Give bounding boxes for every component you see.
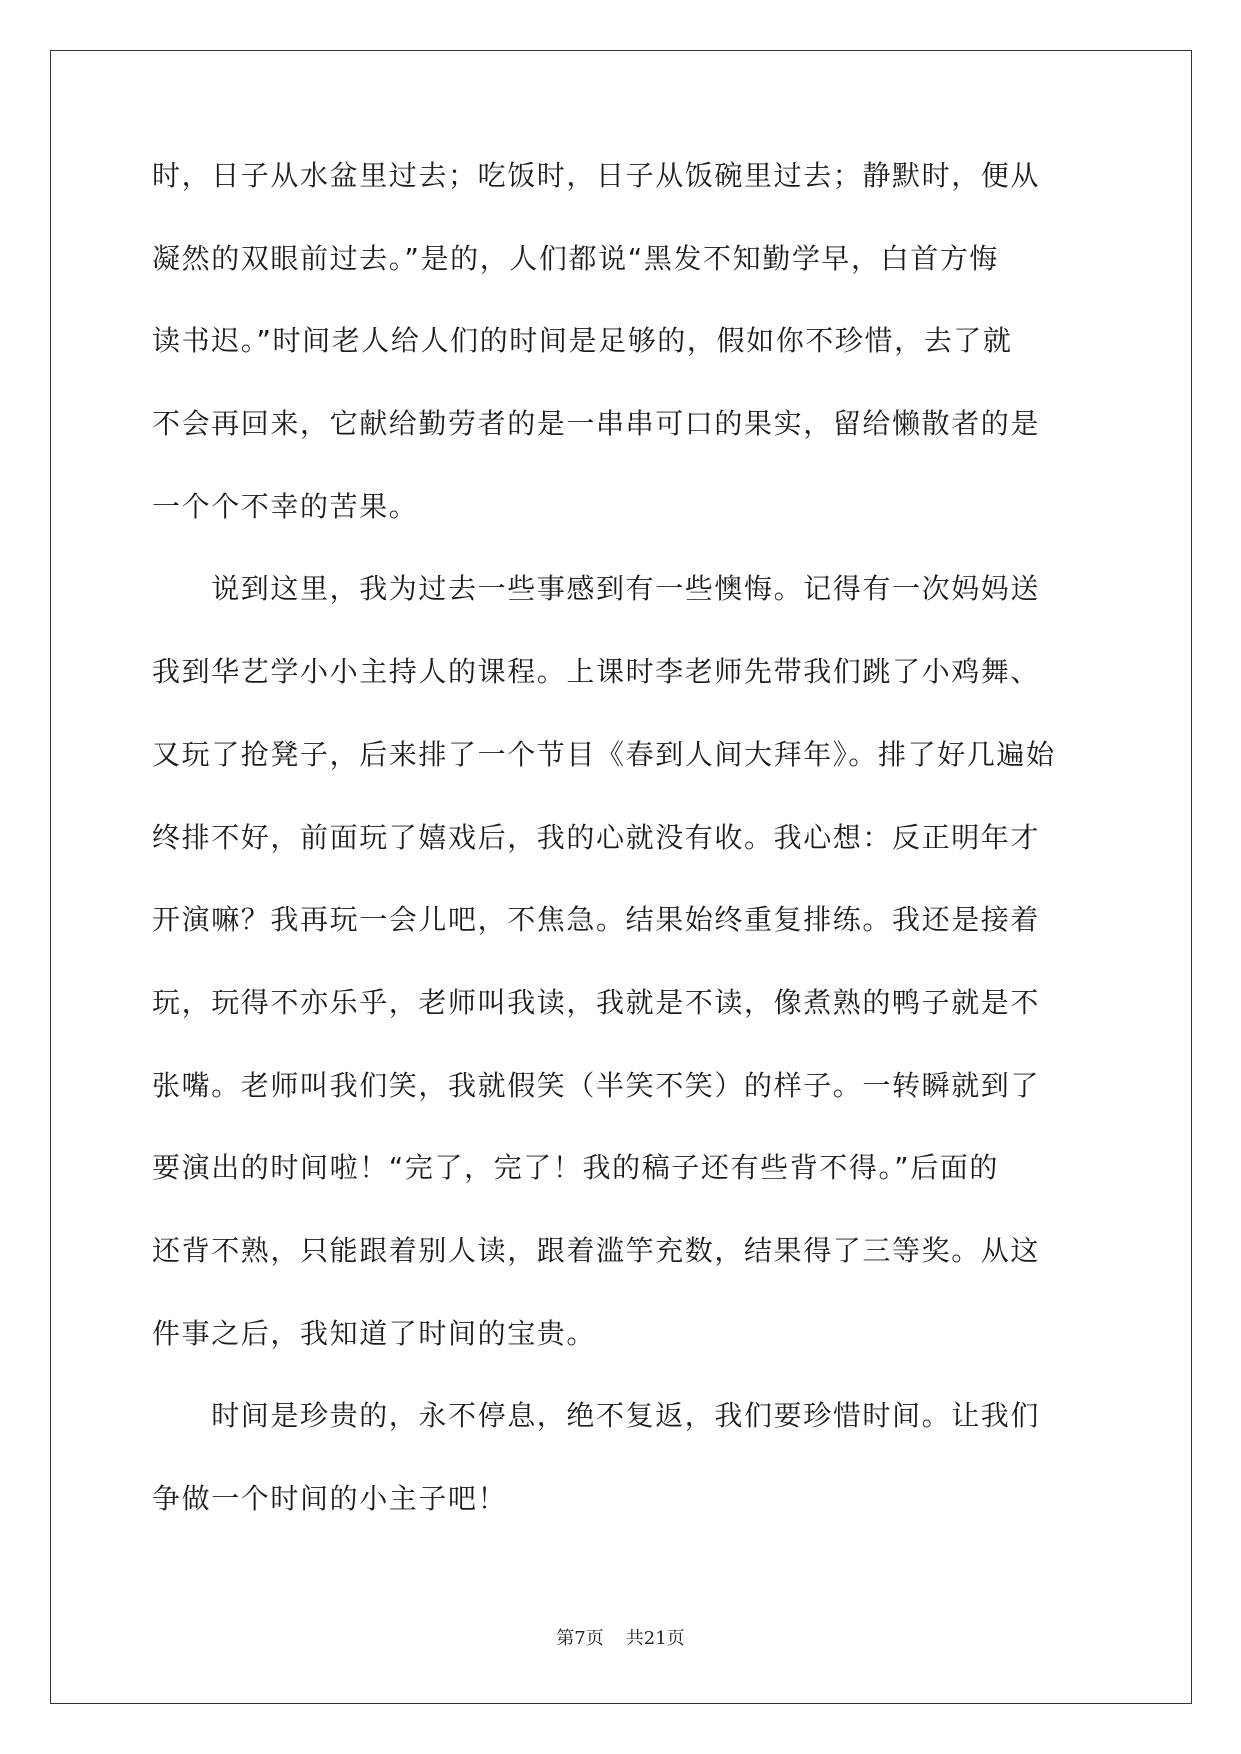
page-footer (0, 1624, 1241, 1650)
text-line: 读书迟。”时间老人给人们的时间是足够的，假如你不珍惜，去了就 (152, 324, 1013, 358)
text-line: 不会再回来，它献给勤劳者的是一串串可口的果实，留给懒散者的是 (152, 407, 1041, 441)
text-line: 件事之后，我知道了时间的宝贵。 (152, 1316, 597, 1350)
text-line: 终排不好，前面玩了嬉戏后，我的心就没有收。我心想：反正明年才 (152, 820, 1041, 854)
text-line: 又玩了抢凳子，后来排了一个节目《春到人间大拜年》。排了好几遍始 (152, 737, 1056, 771)
text-line: 说到这里，我为过去一些事感到有一些懊悔。记得有一次妈妈送 (152, 572, 1041, 606)
text-line: 时间是珍贵的，永不停息，绝不复返，我们要珍惜时间。让我们 (152, 1399, 1041, 1433)
page-number-current: 第7页 (556, 1628, 604, 1649)
text-line: 时，日子从水盆里过去；吃饭时，日子从饭碗里过去；静默时，便从 (152, 159, 1041, 192)
text-line: 争做一个时间的小主子吧！ (152, 1482, 508, 1515)
text-line: 要演出的时间啦！“完了，完了！我的稿子还有些背不得。”后面的 (152, 1151, 1000, 1185)
page-number-total: 共21页 (625, 1628, 685, 1649)
text-line: 还背不熟，只能跟着别人读，跟着滥竽充数，结果得了三等奖。从这 (152, 1233, 1041, 1267)
text-line: 凝然的双眼前过去。”是的，人们都说“黑发不知勤学早，白首方悔 (152, 241, 1000, 275)
document-body (152, 160, 1092, 1566)
text-line: 开演嘛？我再玩一会儿吧，不焦急。结果始终重复排练。我还是接着 (152, 903, 1041, 937)
text-line: 玩，玩得不亦乐乎，老师叫我读，我就是不读，像煮熟的鸭子就是不 (152, 985, 1041, 1019)
text-line: 我到华艺学小小主持人的课程。上课时李老师先带我们跳了小鸡舞、 (152, 655, 1041, 689)
text-line: 一个个不幸的苦果。 (152, 489, 419, 523)
text-line: 张嘴。老师叫我们笑，我就假笑（半笑不笑）的样子。一转瞬就到了 (152, 1068, 1041, 1102)
